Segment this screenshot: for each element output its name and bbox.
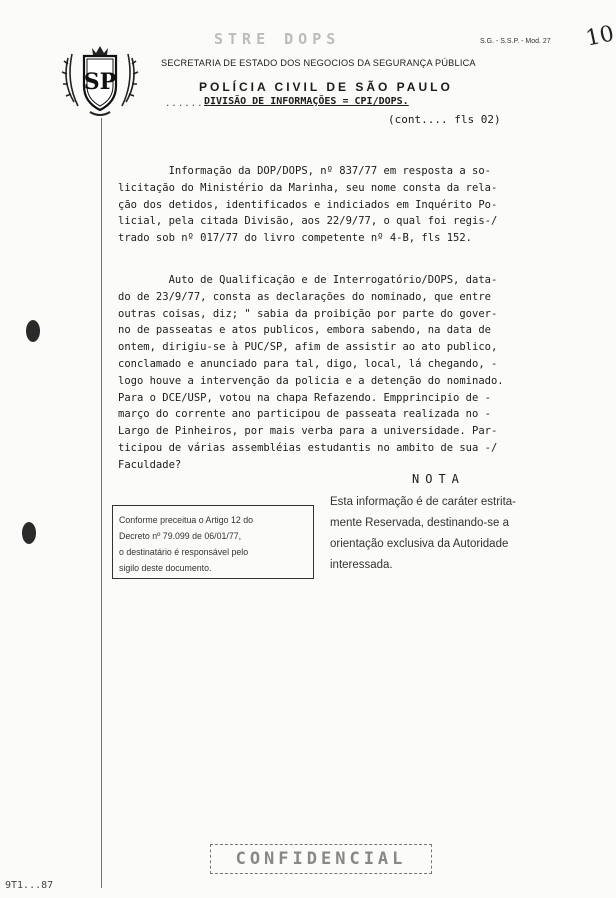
top-faded-stamp: STRE DOPS: [214, 30, 341, 48]
paragraph-line: ontem, dirigiu-se à PUC/SP, afim de assistir ao ato publico,: [118, 341, 498, 354]
paragraph-line: Auto de Qualificação e de Interrogatório/DOPS, data-: [118, 274, 498, 286]
paragraph-line: Largo de Pinheiros, por mais verba para a universidade. Par-: [118, 425, 498, 438]
paragraph-line: março do corrente ano participou de passeata realizada no -: [118, 408, 491, 421]
paragraph-line: no de passeatas e atos publicos, embora sabendo, na data de: [118, 324, 491, 337]
paragraph-2: [118, 272, 598, 474]
policia-heading: POLÍCIA CIVIL DE SÃO PAULO: [199, 80, 453, 94]
paragraph-line: Faculdade?: [118, 458, 182, 471]
form-code: S.G. - S.S.P. - Mod. 27: [480, 38, 551, 45]
paragraph-line: licial, pela citada Divisão, aos 22/9/77, o qual foi regis-/: [118, 215, 498, 228]
continuation-note: (cont.... fls 02): [388, 113, 501, 126]
paragraph-line: do de 23/9/77, consta as declarações do nominado, que entre: [118, 290, 491, 303]
decree-line: o destinatário é responsável pelo: [119, 547, 249, 557]
paragraph-line: trado sob nº 017/77 do livro competente nº 4-B, fls 152.: [118, 232, 473, 245]
divisao-heading: DIVISÃO DE INFORMAÇÕES = CPI/DOPS.: [204, 96, 409, 107]
crest-letters: SP: [83, 69, 117, 95]
secretaria-heading: SECRETARIA DE ESTADO DOS NEGOCIOS DA SEGURANÇA PÚBLICA: [161, 58, 476, 68]
paragraph-line: ticipou de várias assembléias estudantis no ambito de sua -/: [118, 441, 498, 454]
paragraph-line: logo houve a intervenção da policia e a detenção do nominado.: [118, 374, 504, 387]
paragraph-line: outras coisas, diz; " sabia da proibição por parte do gover-: [118, 307, 498, 320]
confidential-stamp: CONFIDENCIAL: [210, 844, 432, 874]
punch-hole-mark: [26, 320, 40, 342]
decree-notice-box: [112, 505, 314, 579]
handwritten-page-number: 10: [583, 21, 616, 52]
decree-line: Conforme preceitua o Artigo 12 do: [119, 515, 253, 525]
nota-line: mente Reservada, destinando-se a: [330, 517, 509, 529]
paragraph-line: conclamado e anunciado para tal, digo, local, lá chegando, -: [118, 357, 498, 370]
archive-code: 9T1...87: [5, 880, 54, 891]
nota-line: orientação exclusiva da Autoridade: [330, 538, 509, 550]
nota-title: NOTA: [412, 472, 465, 486]
decree-line: Decreto nº 79.099 de 06/01/77,: [119, 531, 242, 541]
leader-dots: .........: [165, 99, 223, 109]
sao-paulo-crest-icon: [60, 42, 140, 122]
paragraph-line: Informação da DOP/DOPS, nº 837/77 em resposta a so-: [118, 165, 491, 177]
nota-line: Esta informação é de caráter estrita-: [330, 496, 516, 508]
margin-line: [101, 118, 102, 888]
paragraph-line: Para o DCE/USP, votou na chapa Refazendo. Empprincipio de -: [118, 391, 491, 404]
paragraph-1: [118, 163, 598, 247]
decree-line: sigilo deste documento.: [119, 563, 212, 573]
nota-line: interessada.: [330, 559, 393, 571]
paragraph-line: licitação do Ministério da Marinha, seu nome consta da rela-: [118, 181, 498, 194]
paragraph-line: ção dos detidos, identificados e indiciados em Inquérito Po-: [118, 198, 498, 211]
punch-hole-mark: [22, 522, 36, 544]
nota-text: [330, 492, 516, 576]
